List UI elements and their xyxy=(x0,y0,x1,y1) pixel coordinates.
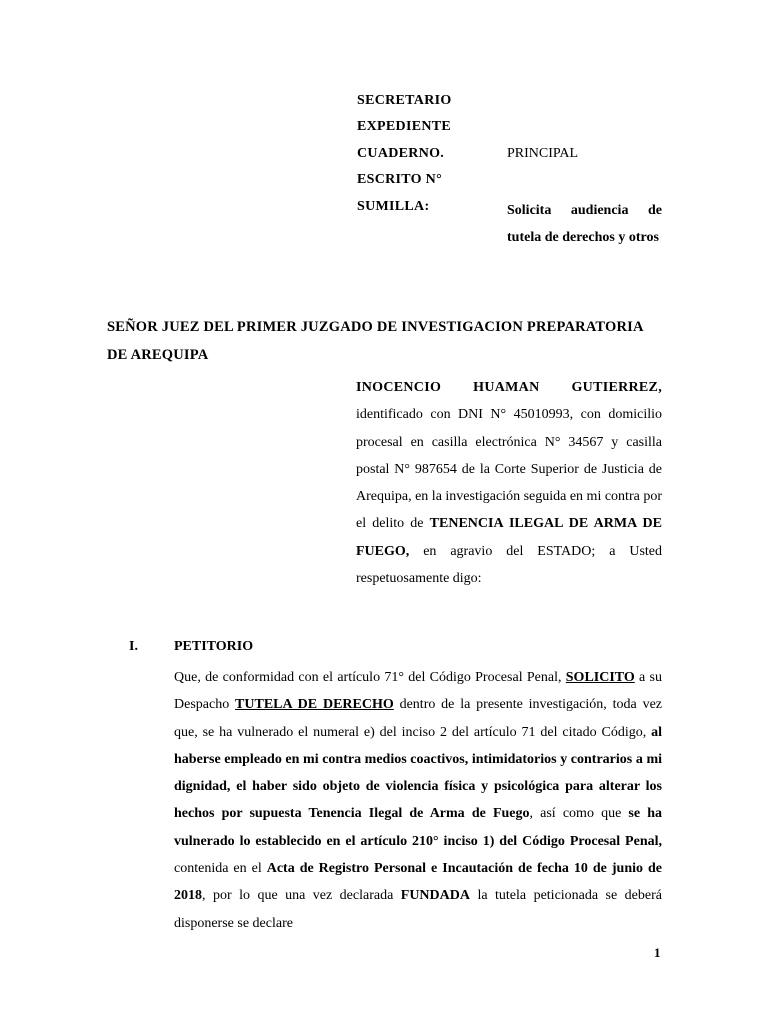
petitorio-text-3: dentro de la presente investigación, toda vez que, se ha vulnerado el numeral e) del inciso 2 del artículo 71 del citado Código, xyxy=(174,697,662,740)
cuaderno-value: PRINCIPAL xyxy=(507,146,579,161)
petitorio-text-5: contenida en el xyxy=(174,861,267,877)
petitorio-bold-3: Acta de Registro Personal e Incautación de fecha 10 de junio de 2018 xyxy=(174,861,662,904)
cuaderno-label: CUADERNO. xyxy=(357,146,445,161)
sumilla-text: Solicita audiencia de tutela de derechos y otros xyxy=(507,203,662,245)
section-number: I. xyxy=(129,639,138,654)
party-text-1: identificado con DNI N° 45010993, con domicilio procesal en casilla electrónica N° 34567 y casilla postal N° 987654 de la Corte Superior de Justicia de Arequipa, en la investigación seguida en mi contra por el delito de xyxy=(356,407,662,532)
petitorio-text-6: , por lo que una vez declarada xyxy=(202,888,401,904)
petitorio-text-7: la tutela peticionada se deberá disponerse se declare xyxy=(174,888,662,931)
sumilla-label: SUMILLA: xyxy=(357,199,430,214)
party-name: INOCENCIO HUAMAN GUTIERREZ, xyxy=(356,380,662,395)
tutela-text: TUTELA DE DERECHO xyxy=(235,697,394,713)
section-title: PETITORIO xyxy=(174,639,254,654)
fundada-text: FUNDADA xyxy=(400,888,470,904)
solicito-text: SOLICITO xyxy=(565,670,635,685)
party-introduction xyxy=(356,374,662,592)
petitorio-bold-1: al haberse empleado en mi contra medios coactivos, intimidatorios y contrarios a mi dignidad, el haber sido objeto de violencia física y psicológica para alterar los hechos por supuesta Tenencia Ilegal de Arma de Fuego xyxy=(174,724,662,822)
secretario-label: SECRETARIO xyxy=(357,93,452,108)
crime-name: TENENCIA ILEGAL DE ARMA DE FUEGO, xyxy=(356,516,663,559)
expediente-label: EXPEDIENTE xyxy=(357,119,452,134)
party-text-2: en agravio del ESTADO; a Usted respetuosamente digo: xyxy=(356,543,662,587)
petitorio-text-2: a su Despacho xyxy=(174,670,662,713)
petitorio-bold-2: se ha vulnerado lo establecido en el artículo 210° inciso 1) del Código Procesal Penal, xyxy=(174,806,663,849)
petitorio-text-4: , así como que xyxy=(529,806,629,822)
addressee-heading: SEÑOR JUEZ DEL PRIMER JUZGADO DE INVESTIGACION PREPARATORIA DE AREQUIPA xyxy=(107,319,643,363)
escrito-label: ESCRITO N° xyxy=(357,172,442,187)
page-number: 1 xyxy=(654,945,661,960)
petitorio-text-1: Que, de conformidad con el artículo 71° del Código Procesal Penal, xyxy=(174,670,566,685)
petitorio-paragraph xyxy=(174,664,662,937)
